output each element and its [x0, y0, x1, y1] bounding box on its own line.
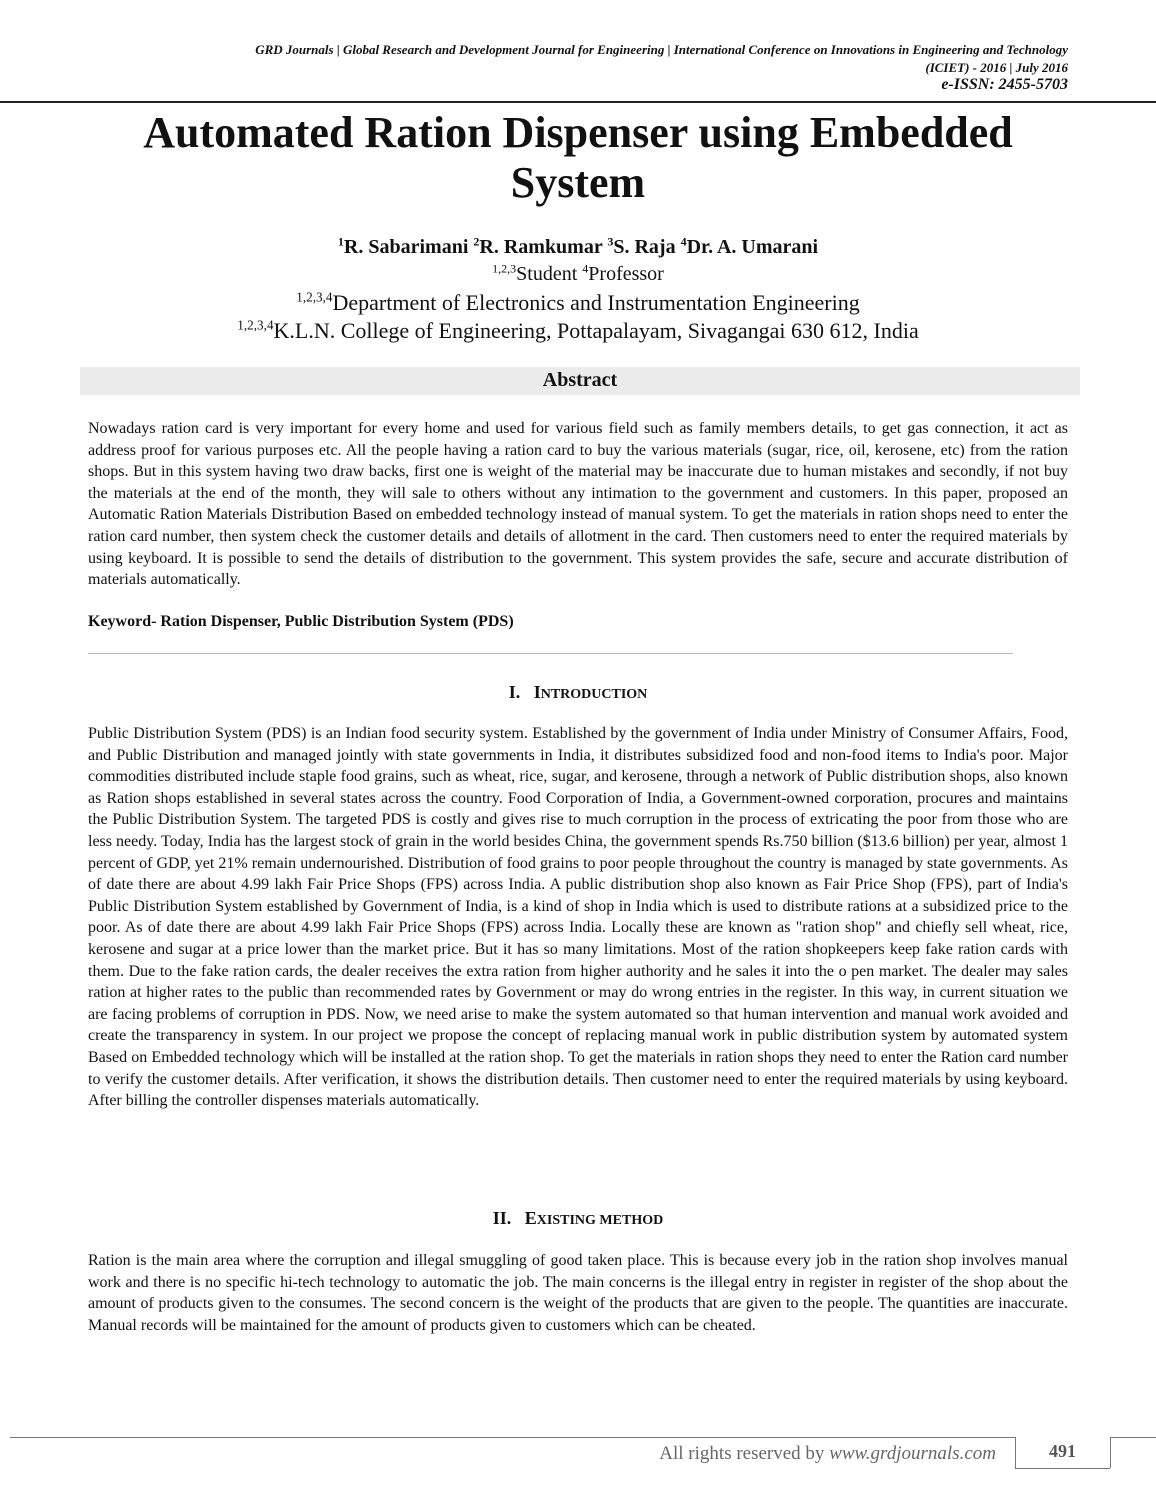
footer-rule-right: [1110, 1437, 1156, 1438]
section-title-initial: I: [533, 682, 541, 702]
page-number: 491: [1049, 1441, 1076, 1461]
existing-method-text: Ration is the main area where the corruption and illegal smuggling of good taken place. This is because every job in the ration shop involves manual work and there is no specific hi-tech technology to automatic the job. The main concerns is the illegal entry in register in register of the shop about the amount of products given to the consumes. The second concern is the weight of the products that are given to the people. The quantities are inaccurate. Manual records will be maintained for the amount of products given to customers which can be cheated.: [88, 1252, 1068, 1334]
author-1-index: 1: [337, 234, 344, 249]
section-title-initial: E: [524, 1208, 537, 1228]
author-2-name: R. Ramkumar: [479, 236, 608, 258]
author-3-index: 3: [607, 234, 614, 249]
professor-index: 4: [582, 261, 589, 276]
professor-role: Professor: [588, 263, 664, 285]
footer-rule: [10, 1437, 1015, 1438]
page-box-right-edge: [1110, 1437, 1111, 1468]
section-title-rest: NTRODUCTION: [540, 687, 648, 702]
section-number: II.: [492, 1208, 512, 1228]
college-affiliation: [60, 318, 1096, 344]
section-title-rest: XISTING METHOD: [536, 1213, 664, 1228]
author-3-name: S. Raja: [613, 236, 681, 258]
journal-header-line2: (ICIET) - 2016 | July 2016: [925, 60, 1068, 75]
page-box-bottom-edge: [1015, 1468, 1110, 1469]
section-number: I.: [508, 682, 521, 702]
student-index: 1,2,3: [492, 261, 517, 276]
author-4-name: Dr. A. Umarani: [686, 236, 819, 258]
author-roles: [60, 263, 1096, 286]
paper-title: [60, 108, 1096, 208]
author-4-index: 4: [680, 234, 687, 249]
abstract-heading: Abstract: [542, 369, 618, 391]
department-name: Department of Electronics and Instrumentation Engineering: [332, 290, 860, 315]
department-affiliation: [60, 290, 1096, 316]
department-index: 1,2,3,4: [296, 289, 333, 305]
introduction-text: Public Distribution System (PDS) is an Indian food security system. Established by the government of India under Ministry of Consumer Affairs, Food, and Public Distribution and managed jointly with state governments in India, it distributes subsidized food and non-food items to India's poor. Major commodities distributed include staple food grains, such as wheat, rice, sugar, and kerosene, through a network of Public distribution shops, also known as Ration shops established in several states across the country. Food Corporation of India, a Government-owned corporation, procures and maintains the Public Distribution System. The targeted PDS is costly and gives rise to much corruption in the process of extricating the poor from those who are less needy. Today, India has the largest stock of grain in the world besides China, the government spends Rs.750 billion ($13.6 billion) per year, almost 1 percent of GDP, yet 21% remain undernourished. Distribution of food grains to poor people throughout the country is managed by state governments. As of date there are about 4.99 lakh Fair Price Shops (FPS) across India. A public distribution shop also known as Fair Price Shop (FPS), part of India's Public Distribution System established by Government of India, is a kind of shop in India which is used to distribute rations at a subsidized price to the poor. As of date there are about 4.99 lakh Fair Price Shops (FPS) across India. Locally these are known as "ration shop" and chiefly sell wheat, rice, kerosene and sugar at a price lower than the market price. But it has so many limitations. Most of the ration shopkeepers keep fake ration cards with them. Due to the fake ration cards, the dealer receives the extra ration from higher authority and he sales it into the o pen market. The dealer may sales ration at higher rates to the public than recommended rates by Government or may do wrong entries in the register. In this way, in current situation we are facing problems of corruption in PDS. Now, we need arise to make the system automated so that human intervention and manual work avoided and create the transparency in system. In our project we propose the concept of replacing manual work in public distribution system by automated system Based on Embedded technology which will be installed at the ration shop. To get the materials in ration shops they need to enter the Ration card number to verify the customer details. After verification, it shows the distribution details. Then customer need to enter the required materials by using keyboard. After billing the controller dispenses materials automatically.: [88, 725, 1068, 1110]
paper-title-line1: Automated Ration Dispenser using Embedded: [143, 108, 1013, 157]
journal-issn: e-ISSN: 2455-5703: [941, 76, 1068, 93]
keywords: Keyword- Ration Dispenser, Public Distribution System (PDS): [88, 613, 514, 630]
header-rule: [0, 101, 1156, 103]
paper-title-line2: System: [510, 158, 646, 207]
section-heading-introduction: [88, 682, 1068, 703]
footer-website-link[interactable]: www.grdjournals.com: [829, 1443, 996, 1464]
footer-rights-text: All rights reserved by: [659, 1443, 830, 1464]
college-name: K.L.N. College of Engineering, Pottapalayam, Sivagangai 630 612, India: [273, 318, 919, 343]
author-list: [60, 236, 1096, 259]
student-role: Student: [516, 263, 583, 285]
journal-header-line1: GRD Journals | Global Research and Development Journal for Engineering | International Conference on Innovations in Engineering and Technology: [255, 42, 1068, 57]
abstract-text: Nowadays ration card is very important for every home and used for various field such as family members details, to get gas connection, it act as address proof for various purposes etc. All the people having a ration card to buy the various materials (sugar, rice, oil, kerosene, etc) from the ration shops. But in this system having two draw backs, first one is weight of the material may be inaccurate due to human mistakes and secondly, if not buy the materials at the end of the month, they will sale to others without any intimation to the government and customers. In this paper, proposed an Automatic Ration Materials Distribution Based on embedded technology instead of manual system. To get the materials in ration shops need to enter the ration card number, then system check the customer details and details of allotment in the card. Then customers need to enter the required materials by using keyboard. It is possible to send the details of distribution to the government. This system provides the safe, secure and accurate distribution of materials automatically.: [88, 420, 1068, 589]
author-2-index: 2: [473, 234, 480, 249]
abstract-separator: [88, 653, 1013, 654]
college-index: 1,2,3,4: [237, 317, 274, 333]
footer-rights: [600, 1443, 996, 1465]
section-heading-existing-method: [88, 1208, 1068, 1229]
author-1-name: R. Sabarimani: [343, 236, 474, 258]
